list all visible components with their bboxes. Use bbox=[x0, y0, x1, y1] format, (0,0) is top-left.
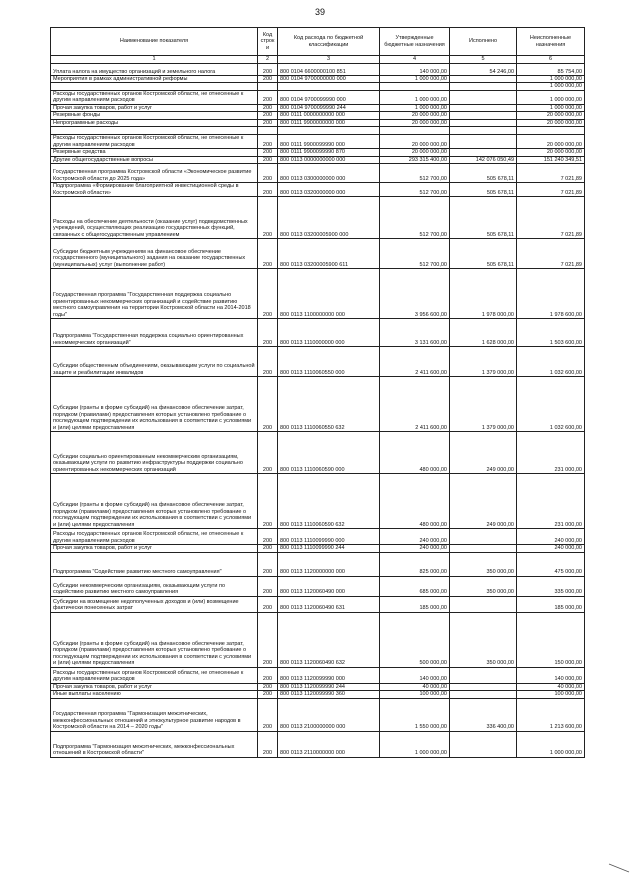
row-line-code-cell: 200 bbox=[258, 347, 278, 377]
row-name-cell: Другие общегосударственные вопросы bbox=[51, 156, 258, 163]
row-approved-cell: 1 000 000,00 bbox=[380, 731, 450, 757]
row-name-cell: Государственная программа "Гармонизация межэтнических, межконфессиональных отношений и этнокультурное развитие народов в Костромской области на 2014 – 2020 годы" bbox=[51, 698, 258, 731]
row-classification-cell: 800 0113 1120000000 000 bbox=[278, 552, 380, 576]
row-classification-cell: 800 0113 1100000000 000 bbox=[278, 269, 380, 319]
row-line-code-cell: 200 bbox=[258, 552, 278, 576]
row-approved-cell: 1 000 000,00 bbox=[380, 104, 450, 111]
row-approved-cell: 480 000,00 bbox=[380, 474, 450, 529]
row-approved-cell: 140 000,00 bbox=[380, 64, 450, 76]
row-line-code-cell: 200 bbox=[258, 104, 278, 111]
row-executed-cell: 142 076 050,49 bbox=[450, 156, 517, 163]
row-line-code-cell: 200 bbox=[258, 596, 278, 612]
table-row bbox=[51, 552, 585, 576]
row-name-cell: Субсидии (гранты в форме субсидий) на финансовое обеспечение затрат, порядком (правилами) предоставления которых установлено требование о последующем подтверждении их использования в соответствии с условиями и (или) целями предоставления bbox=[51, 377, 258, 432]
row-name-cell: Расходы государственных органов Костромской области, не отнесенные к другим направлениям расходов bbox=[51, 667, 258, 683]
row-line-code-cell: 200 bbox=[258, 683, 278, 690]
table-row bbox=[51, 90, 585, 104]
header-line-code: Код строк и bbox=[258, 28, 278, 56]
row-classification-cell: 800 0113 1120060490 631 bbox=[278, 596, 380, 612]
table-row bbox=[51, 64, 585, 76]
row-line-code-cell: 200 bbox=[258, 698, 278, 731]
row-name-cell: Субсидии на возмещение недополученных доходов и (или) возмещение фактически понесенных затрат bbox=[51, 596, 258, 612]
row-unexecuted-cell: 1 000 000,00 bbox=[517, 83, 585, 90]
row-approved-cell: 1 000 000,00 bbox=[380, 76, 450, 83]
row-name-cell: Субсидии общественным объединениям, оказывающим услуги по социальной защите и реабилитации инвалидов bbox=[51, 347, 258, 377]
row-unexecuted-cell: 1 000 000,00 bbox=[517, 731, 585, 757]
row-approved-cell: 140 000,00 bbox=[380, 667, 450, 683]
row-approved-cell: 20 000 000,00 bbox=[380, 149, 450, 156]
row-executed-cell bbox=[450, 691, 517, 698]
row-executed-cell: 249 000,00 bbox=[450, 432, 517, 474]
row-executed-cell: 505 678,11 bbox=[450, 197, 517, 239]
row-line-code-cell: 200 bbox=[258, 76, 278, 83]
row-line-code-cell: 200 bbox=[258, 183, 278, 197]
row-approved-cell bbox=[380, 83, 450, 90]
row-unexecuted-cell: 40 000,00 bbox=[517, 683, 585, 690]
row-executed-cell bbox=[450, 529, 517, 545]
row-line-code-cell: 200 bbox=[258, 90, 278, 104]
row-line-code-cell: 200 bbox=[258, 529, 278, 545]
row-classification-cell: 800 0111 9900099990 000 bbox=[278, 135, 380, 149]
row-classification-cell: 800 0113 1110060590 632 bbox=[278, 474, 380, 529]
row-executed-cell: 350 000,00 bbox=[450, 552, 517, 576]
row-unexecuted-cell: 150 000,00 bbox=[517, 612, 585, 667]
row-name-cell: Государственная программа "Государственная поддержка социально ориентированных некоммерческих организаций и содействие развитию местного самоуправления на территории Костромской области на 2014-2018 годы" bbox=[51, 269, 258, 319]
row-executed-cell bbox=[450, 119, 517, 126]
row-classification-cell: 800 0113 1110060550 632 bbox=[278, 377, 380, 432]
row-unexecuted-cell: 240 000,00 bbox=[517, 545, 585, 552]
row-line-code-cell: 200 bbox=[258, 612, 278, 667]
row-classification-cell: 800 0113 1120099990 244 bbox=[278, 683, 380, 690]
row-classification-cell: 800 0113 03200005900 611 bbox=[278, 239, 380, 269]
row-name-cell: Расходы на обеспечение деятельности (оказание услуг) подведомственных учреждений, осуществляющих реализацию государственных функций, связанных с общегосударственным управлением bbox=[51, 197, 258, 239]
row-unexecuted-cell: 7 021,89 bbox=[517, 164, 585, 183]
row-unexecuted-cell: 1 978 600,00 bbox=[517, 269, 585, 319]
table-row bbox=[51, 576, 585, 596]
table-row bbox=[51, 269, 585, 319]
table-row bbox=[51, 432, 585, 474]
table-row bbox=[51, 183, 585, 197]
column-number: 4 bbox=[380, 56, 450, 64]
row-name-cell: Расходы государственных органов Костромской области, не отнесенные к другим направлениям расходов bbox=[51, 90, 258, 104]
row-name-cell: Мероприятия в рамках административной реформы bbox=[51, 76, 258, 83]
row-unexecuted-cell: 20 000 000,00 bbox=[517, 119, 585, 126]
header-unexecuted: Неисполненные назначения bbox=[517, 28, 585, 56]
row-executed-cell bbox=[450, 545, 517, 552]
table-row bbox=[51, 76, 585, 83]
row-classification-cell: 800 0111 9900099990 870 bbox=[278, 149, 380, 156]
row-line-code-cell: 200 bbox=[258, 156, 278, 163]
row-unexecuted-cell: 85 754,00 bbox=[517, 64, 585, 76]
row-approved-cell: 480 000,00 bbox=[380, 432, 450, 474]
row-executed-cell bbox=[450, 683, 517, 690]
row-approved-cell: 500 000,00 bbox=[380, 612, 450, 667]
budget-execution-table bbox=[50, 27, 585, 758]
row-approved-cell: 3 131 600,00 bbox=[380, 319, 450, 347]
row-unexecuted-cell: 1 000 000,00 bbox=[517, 76, 585, 83]
row-approved-cell: 2 411 600,00 bbox=[380, 377, 450, 432]
row-name-cell: Резервные фонды bbox=[51, 112, 258, 119]
table-row bbox=[51, 596, 585, 612]
row-classification-cell: 800 0113 1120099990 360 bbox=[278, 691, 380, 698]
row-approved-cell: 240 000,00 bbox=[380, 529, 450, 545]
row-line-code-cell: 200 bbox=[258, 64, 278, 76]
table-row bbox=[51, 149, 585, 156]
row-approved-cell: 40 000,00 bbox=[380, 683, 450, 690]
row-executed-cell bbox=[450, 596, 517, 612]
column-number: 2 bbox=[258, 56, 278, 64]
row-line-code-cell: 200 bbox=[258, 112, 278, 119]
column-number: 1 bbox=[51, 56, 258, 64]
row-classification-cell: 800 0113 1110060550 000 bbox=[278, 347, 380, 377]
row-executed-cell bbox=[450, 135, 517, 149]
row-name-cell: Прочая закупка товаров, работ и услуг bbox=[51, 545, 258, 552]
row-name-cell: Непрограммные расходы bbox=[51, 119, 258, 126]
header-executed: Исполнено bbox=[450, 28, 517, 56]
row-approved-cell: 20 000 000,00 bbox=[380, 119, 450, 126]
table-row bbox=[51, 197, 585, 239]
row-executed-cell: 1 978 000,00 bbox=[450, 269, 517, 319]
table-row bbox=[51, 683, 585, 690]
row-classification-cell: 800 0113 1120060490 632 bbox=[278, 612, 380, 667]
row-line-code-cell: 200 bbox=[258, 149, 278, 156]
row-classification-cell: 800 0113 0320000000 000 bbox=[278, 183, 380, 197]
row-executed-cell: 505 678,11 bbox=[450, 239, 517, 269]
row-executed-cell bbox=[450, 731, 517, 757]
row-name-cell: Прочая закупка товаров, работ и услуг bbox=[51, 104, 258, 111]
row-classification-cell: 800 0113 2100000000 000 bbox=[278, 698, 380, 731]
row-executed-cell: 336 400,00 bbox=[450, 698, 517, 731]
header-name: Наименование показателя bbox=[51, 28, 258, 56]
row-unexecuted-cell: 140 000,00 bbox=[517, 667, 585, 683]
row-unexecuted-cell: 1 503 600,00 bbox=[517, 319, 585, 347]
row-unexecuted-cell: 7 021,89 bbox=[517, 183, 585, 197]
header-row bbox=[51, 28, 585, 56]
row-line-code-cell: 200 bbox=[258, 474, 278, 529]
row-name-cell bbox=[51, 127, 258, 135]
row-unexecuted-cell: 20 000 000,00 bbox=[517, 112, 585, 119]
row-classification-cell: 800 0111 0000000000 000 bbox=[278, 112, 380, 119]
row-classification-cell: 800 0104 9700099990 244 bbox=[278, 104, 380, 111]
row-name-cell: Субсидии (гранты в форме субсидий) на финансовое обеспечение затрат, порядком (правилами) предоставления которых установлено требование о последующем подтверждении их использования в соответствии с условиями и (или) целями предоставления bbox=[51, 612, 258, 667]
row-unexecuted-cell: 231 000,00 bbox=[517, 432, 585, 474]
row-classification-cell: 800 0104 6600000100 851 bbox=[278, 64, 380, 76]
row-executed-cell: 1 379 000,00 bbox=[450, 377, 517, 432]
corner-mark-icon bbox=[608, 862, 630, 874]
row-name-cell bbox=[51, 83, 258, 90]
row-name-cell: Субсидии социально ориентированным некоммерческим организациям, оказывающим услуги по развитию инфраструктуры поддержки социально ориентированных некоммерческих организаций bbox=[51, 432, 258, 474]
row-classification-cell: 800 0113 1120099990 000 bbox=[278, 667, 380, 683]
table-row bbox=[51, 347, 585, 377]
row-unexecuted-cell: 231 000,00 bbox=[517, 474, 585, 529]
table-row bbox=[51, 135, 585, 149]
table-row bbox=[51, 112, 585, 119]
row-executed-cell: 505 678,11 bbox=[450, 183, 517, 197]
row-executed-cell bbox=[450, 83, 517, 90]
table-row bbox=[51, 127, 585, 135]
row-classification-cell: 800 0113 2110000000 000 bbox=[278, 731, 380, 757]
row-unexecuted-cell: 185 000,00 bbox=[517, 596, 585, 612]
row-line-code-cell bbox=[258, 83, 278, 90]
row-line-code-cell: 200 bbox=[258, 164, 278, 183]
row-unexecuted-cell: 1 213 600,00 bbox=[517, 698, 585, 731]
page-number: 39 bbox=[314, 7, 325, 17]
table-row bbox=[51, 691, 585, 698]
row-name-cell: Подпрограмма «Формирование благоприятной инвестиционной среды в Костромской области» bbox=[51, 183, 258, 197]
row-line-code-cell: 200 bbox=[258, 691, 278, 698]
row-unexecuted-cell: 1 032 600,00 bbox=[517, 347, 585, 377]
row-classification-cell: 800 0113 1110099990 244 bbox=[278, 545, 380, 552]
row-executed-cell: 54 246,00 bbox=[450, 64, 517, 76]
table-row bbox=[51, 104, 585, 111]
row-approved-cell: 20 000 000,00 bbox=[380, 135, 450, 149]
row-name-cell: Уплата налога на имущество организаций и земельного налога bbox=[51, 64, 258, 76]
row-unexecuted-cell: 100 000,00 bbox=[517, 691, 585, 698]
row-unexecuted-cell: 20 000 000,00 bbox=[517, 149, 585, 156]
table-row bbox=[51, 377, 585, 432]
row-line-code-cell: 200 bbox=[258, 667, 278, 683]
row-line-code-cell: 200 bbox=[258, 576, 278, 596]
row-line-code-cell: 200 bbox=[258, 731, 278, 757]
row-classification-cell: 800 0113 1110000000 000 bbox=[278, 319, 380, 347]
row-approved-cell: 512 700,00 bbox=[380, 164, 450, 183]
table-row bbox=[51, 731, 585, 757]
table-row bbox=[51, 545, 585, 552]
row-classification-cell: 800 0111 9900000000 000 bbox=[278, 119, 380, 126]
row-unexecuted-cell: 7 021,89 bbox=[517, 197, 585, 239]
row-executed-cell: 505 678,11 bbox=[450, 164, 517, 183]
row-line-code-cell: 200 bbox=[258, 432, 278, 474]
row-unexecuted-cell: 240 000,00 bbox=[517, 529, 585, 545]
header-approved: Утвержденные бюджетные назначения bbox=[380, 28, 450, 56]
row-unexecuted-cell: 1 032 600,00 bbox=[517, 377, 585, 432]
row-name-cell: Субсидии (гранты в форме субсидий) на финансовое обеспечение затрат, порядком (правилами) предоставления которых установлено требование о последующем подтверждении их использования в соответствии с условиями и (или) целями предоставления bbox=[51, 474, 258, 529]
row-line-code-cell: 200 bbox=[258, 319, 278, 347]
row-classification-cell: 800 0113 1110099990 000 bbox=[278, 529, 380, 545]
row-unexecuted-cell: 335 000,00 bbox=[517, 576, 585, 596]
row-classification-cell: 800 0113 0000000000 000 bbox=[278, 156, 380, 163]
row-line-code-cell: 200 bbox=[258, 377, 278, 432]
row-line-code-cell: 200 bbox=[258, 197, 278, 239]
row-unexecuted-cell: 151 240 349,51 bbox=[517, 156, 585, 163]
row-classification-cell: 800 0113 1110060590 000 bbox=[278, 432, 380, 474]
row-approved-cell: 825 000,00 bbox=[380, 552, 450, 576]
row-classification-cell: 800 0113 0300000000 000 bbox=[278, 164, 380, 183]
row-line-code-cell: 200 bbox=[258, 135, 278, 149]
row-executed-cell bbox=[450, 112, 517, 119]
header-classification: Код расхода по бюджетной классификации bbox=[278, 28, 380, 56]
row-executed-cell: 350 000,00 bbox=[450, 612, 517, 667]
row-executed-cell: 1 628 000,00 bbox=[450, 319, 517, 347]
row-executed-cell bbox=[450, 90, 517, 104]
row-executed-cell bbox=[450, 104, 517, 111]
row-approved-cell: 1 000 000,00 bbox=[380, 90, 450, 104]
row-approved-cell: 3 956 600,00 bbox=[380, 269, 450, 319]
row-name-cell: Государственная программа Костромской области «Экономическое развитие Костромской области до 2025 года» bbox=[51, 164, 258, 183]
row-executed-cell bbox=[450, 667, 517, 683]
row-classification-cell: 800 0113 1120060490 000 bbox=[278, 576, 380, 596]
row-name-cell: Иные выплаты населению bbox=[51, 691, 258, 698]
row-line-code-cell: 200 bbox=[258, 269, 278, 319]
row-unexecuted-cell: 1 000 000,00 bbox=[517, 90, 585, 104]
row-approved-cell: 512 700,00 bbox=[380, 197, 450, 239]
row-classification-cell bbox=[278, 127, 380, 135]
column-number-row bbox=[51, 56, 585, 64]
table-row bbox=[51, 164, 585, 183]
row-name-cell: Резервные средства bbox=[51, 149, 258, 156]
row-name-cell: Расходы государственных органов Костромской области, не отнесенные к другим направлениям расходов bbox=[51, 529, 258, 545]
table-row bbox=[51, 239, 585, 269]
row-name-cell: Подпрограмма "Гармонизация межэтнических, межконфессиональных отношений в Костромской области" bbox=[51, 731, 258, 757]
table-row bbox=[51, 667, 585, 683]
table-row bbox=[51, 474, 585, 529]
row-approved-cell: 240 000,00 bbox=[380, 545, 450, 552]
row-line-code-cell: 200 bbox=[258, 119, 278, 126]
row-approved-cell: 685 000,00 bbox=[380, 576, 450, 596]
row-executed-cell: 350 000,00 bbox=[450, 576, 517, 596]
row-name-cell: Субсидии некоммерческим организациям, оказывающим услуги по содействию развитию местного самоуправления bbox=[51, 576, 258, 596]
row-name-cell: Субсидии бюджетным учреждениям на финансовое обеспечение государственного (муниципального) задания на оказание государственных (муниципальных) услуг (выполнение работ) bbox=[51, 239, 258, 269]
row-executed-cell: 249 000,00 bbox=[450, 474, 517, 529]
row-approved-cell: 20 000 000,00 bbox=[380, 112, 450, 119]
row-approved-cell: 185 000,00 bbox=[380, 596, 450, 612]
column-number: 6 bbox=[517, 56, 585, 64]
row-approved-cell: 2 411 600,00 bbox=[380, 347, 450, 377]
row-approved-cell: 512 700,00 bbox=[380, 183, 450, 197]
row-classification-cell bbox=[278, 83, 380, 90]
row-name-cell: Подпрограмма "Государственная поддержка социально ориентированных некоммерческих организаций" bbox=[51, 319, 258, 347]
row-executed-cell bbox=[450, 127, 517, 135]
row-executed-cell: 1 379 000,00 bbox=[450, 347, 517, 377]
row-classification-cell: 800 0113 03200005900 000 bbox=[278, 197, 380, 239]
row-approved-cell bbox=[380, 127, 450, 135]
table-row bbox=[51, 698, 585, 731]
row-approved-cell: 100 000,00 bbox=[380, 691, 450, 698]
column-number: 5 bbox=[450, 56, 517, 64]
table-row bbox=[51, 119, 585, 126]
row-name-cell: Расходы государственных органов Костромской области, не отнесенные к другим направлениям расходов bbox=[51, 135, 258, 149]
row-unexecuted-cell: 475 000,00 bbox=[517, 552, 585, 576]
row-unexecuted-cell: 1 000 000,00 bbox=[517, 104, 585, 111]
row-unexecuted-cell: 7 021,89 bbox=[517, 239, 585, 269]
table-row bbox=[51, 156, 585, 163]
row-approved-cell: 293 315 400,00 bbox=[380, 156, 450, 163]
row-approved-cell: 512 700,00 bbox=[380, 239, 450, 269]
row-line-code-cell: 200 bbox=[258, 239, 278, 269]
table-row bbox=[51, 319, 585, 347]
row-name-cell: Прочая закупка товаров, работ и услуг bbox=[51, 683, 258, 690]
row-unexecuted-cell: 20 000 000,00 bbox=[517, 135, 585, 149]
row-line-code-cell: 200 bbox=[258, 545, 278, 552]
column-number: 3 bbox=[278, 56, 380, 64]
row-executed-cell bbox=[450, 76, 517, 83]
row-line-code-cell bbox=[258, 127, 278, 135]
table-row bbox=[51, 612, 585, 667]
table-row bbox=[51, 529, 585, 545]
row-classification-cell: 800 0104 9700099990 000 bbox=[278, 90, 380, 104]
row-unexecuted-cell bbox=[517, 127, 585, 135]
table-row bbox=[51, 83, 585, 90]
row-approved-cell: 1 550 000,00 bbox=[380, 698, 450, 731]
row-name-cell: Подпрограмма "Содействие развитию местного самоуправления" bbox=[51, 552, 258, 576]
row-executed-cell bbox=[450, 149, 517, 156]
row-classification-cell: 800 0104 9700000000 000 bbox=[278, 76, 380, 83]
